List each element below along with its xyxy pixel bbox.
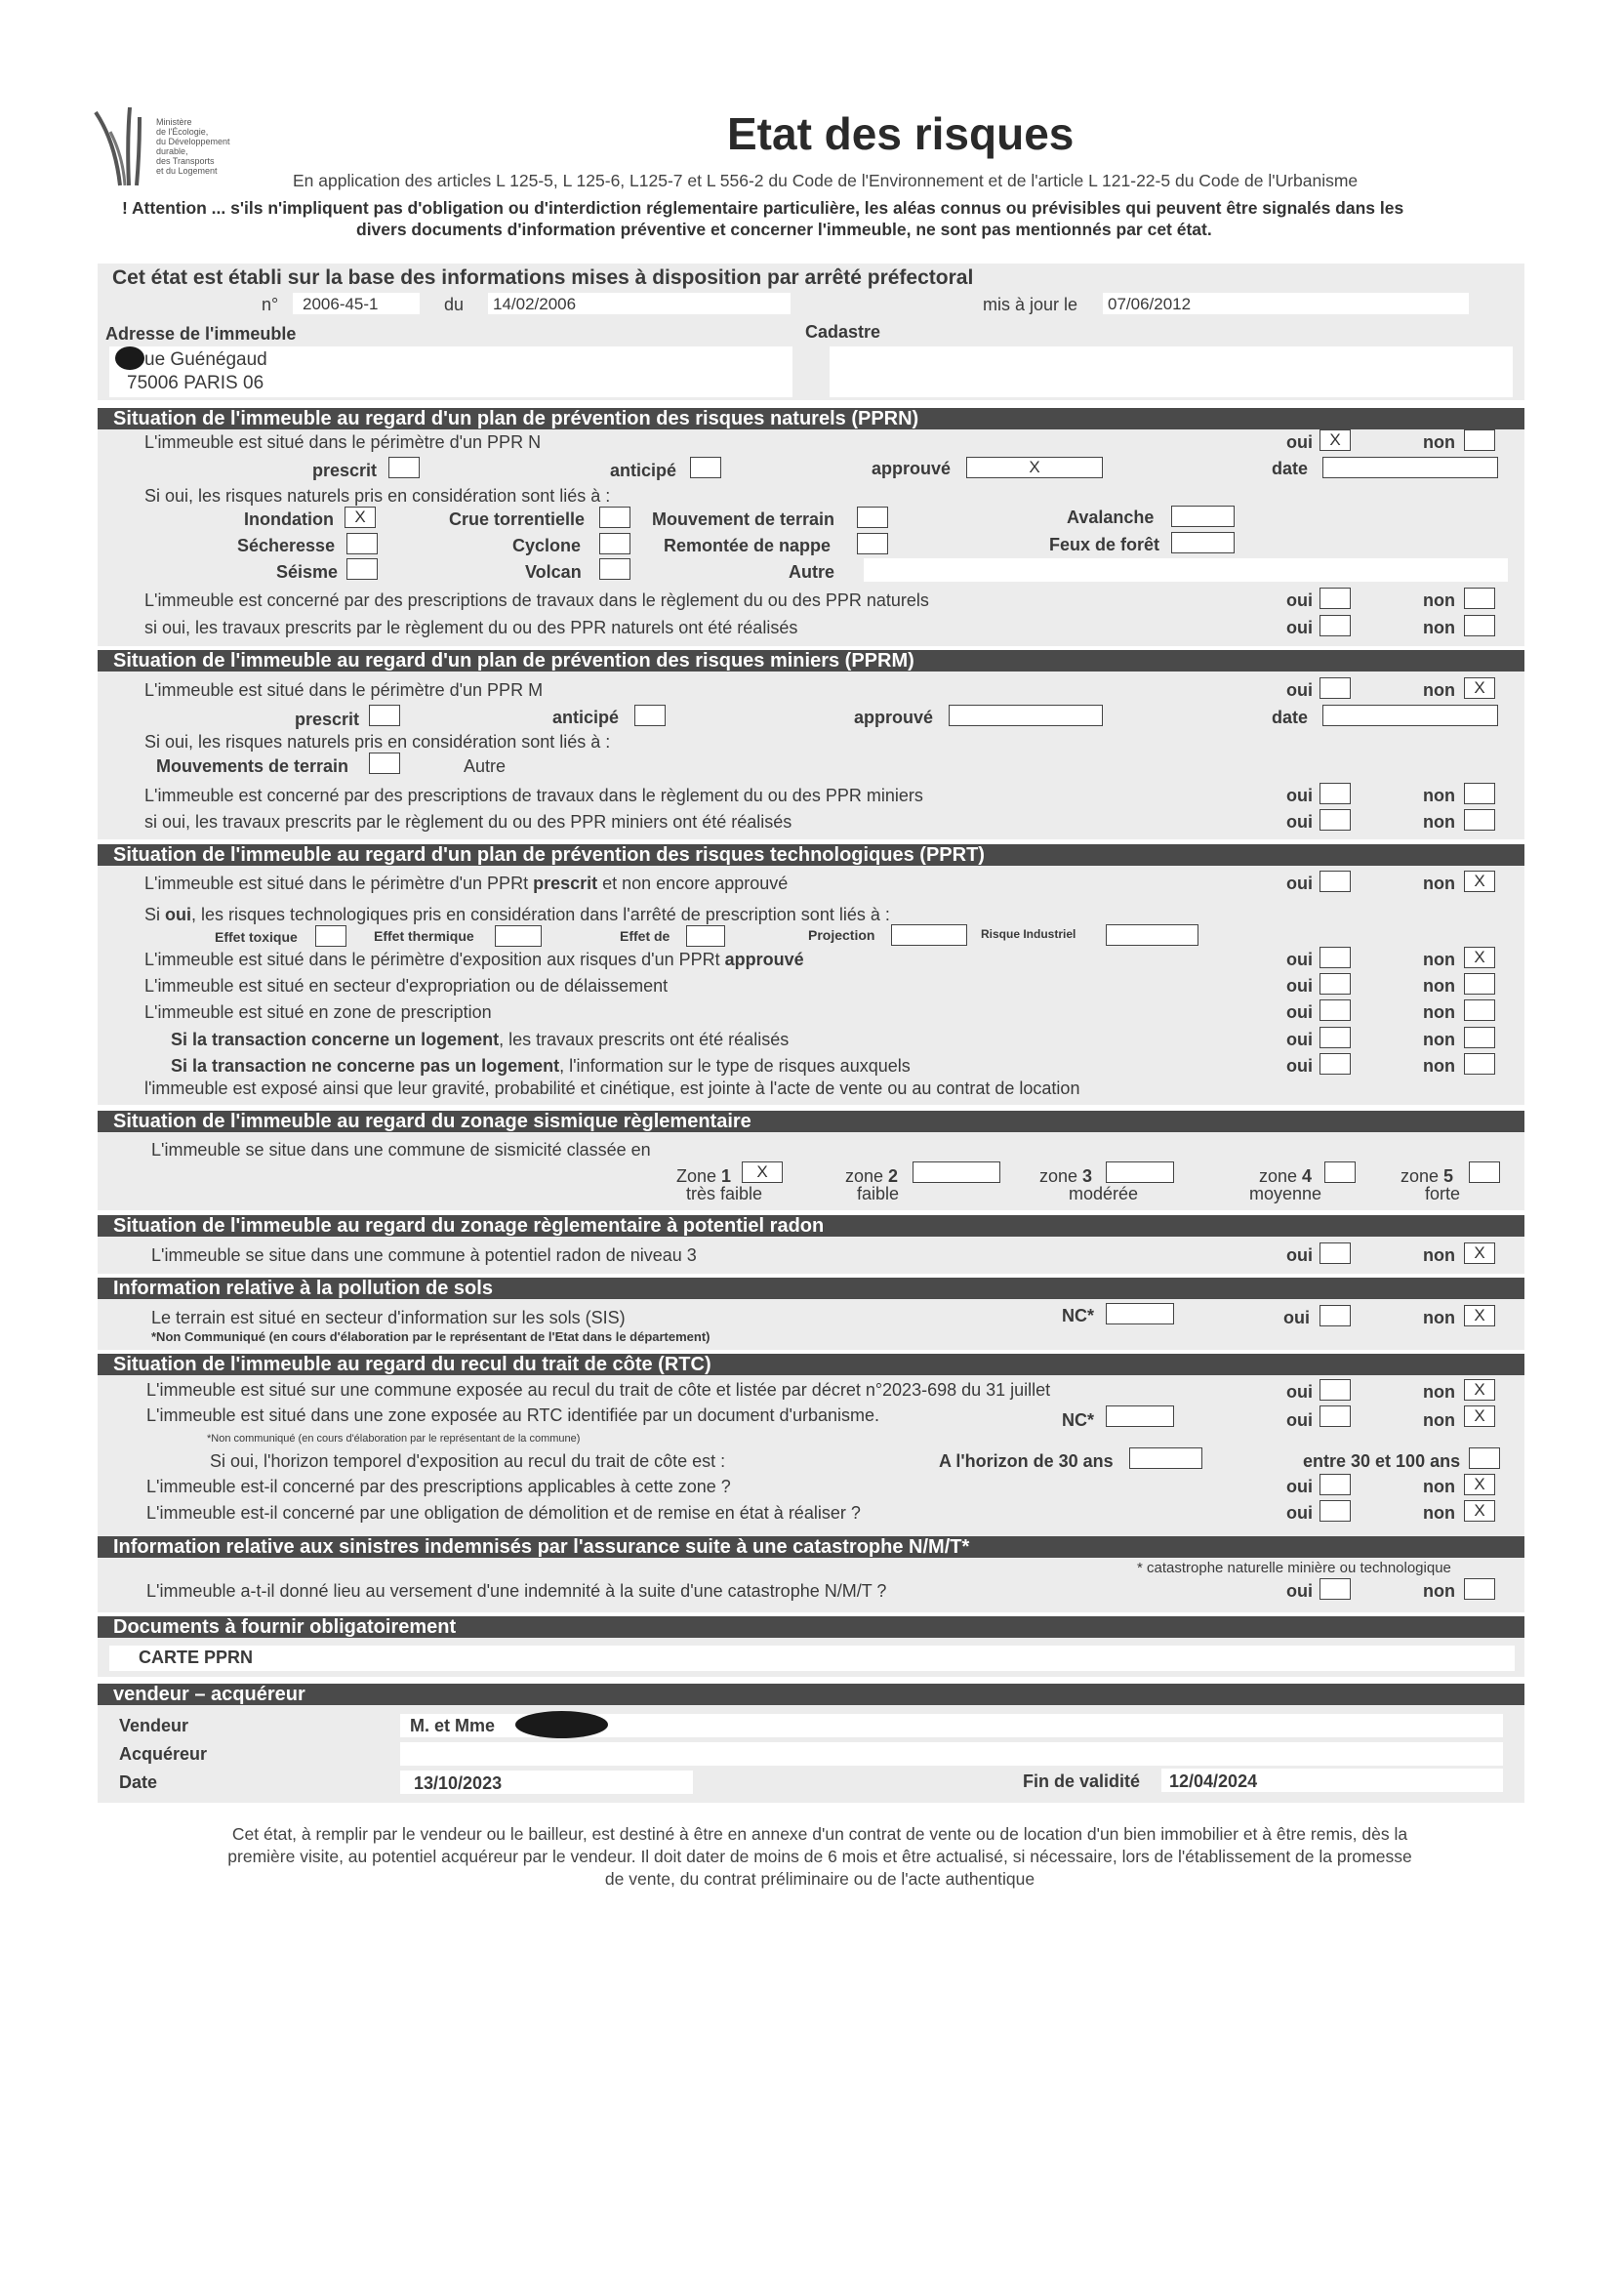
non-label: non (1423, 680, 1455, 700)
sinistres-oui-checkbox[interactable] (1320, 1578, 1351, 1600)
pprm-q2: L'immeuble est concerné par des prescriptions de travaux dans le règlement du ou des PPR miniers (144, 786, 923, 805)
ministry-line: du Développement (156, 137, 230, 146)
ministry-line: Ministère (156, 117, 192, 127)
non-label: non (1423, 874, 1455, 893)
zone-number: 5 (1443, 1166, 1454, 1186)
ministry-line: de l'Écologie, (156, 127, 209, 137)
pprt-q5-non-checkbox[interactable] (1464, 1027, 1495, 1048)
pprt-q1 (144, 874, 788, 894)
zone-number: 3 (1082, 1166, 1093, 1186)
radon-oui-checkbox[interactable] (1320, 1242, 1351, 1264)
ministry-line: et du Logement (156, 166, 218, 176)
vendeur-label: Vendeur (119, 1716, 189, 1735)
rtc-q1-oui-checkbox[interactable] (1320, 1379, 1351, 1401)
oui-label: oui (1286, 950, 1313, 969)
non-label: non (1423, 1002, 1455, 1022)
volcan-label: Volcan (525, 562, 582, 582)
h100-label: entre 30 et 100 ans (1303, 1451, 1461, 1471)
zone-word: zone (1039, 1166, 1083, 1186)
pprn-q3-non-checkbox[interactable] (1464, 615, 1495, 636)
zone-number: 1 (721, 1166, 732, 1186)
industriel-label: Risque Industriel (981, 927, 1076, 941)
pprm-q1-non-checkbox[interactable]: X (1464, 677, 1495, 699)
inondation-checkbox[interactable]: X (345, 507, 376, 528)
sinistres-q: L'immeuble a-t-il donné lieu au versement d'une indemnité à la suite d'une catastrophe N/M/T ? (146, 1581, 887, 1601)
oui-label: oui (1286, 1477, 1313, 1496)
pollution-q: Le terrain est situé en secteur d'information sur les sols (SIS) (151, 1308, 626, 1327)
pprn-q1-non-checkbox[interactable] (1464, 429, 1495, 451)
mouvement-checkbox[interactable] (857, 507, 888, 528)
non-label: non (1423, 1382, 1455, 1402)
pprt-q1-text: L'immeuble est situé dans le périmètre d'un PPRt (144, 874, 534, 893)
pprn-autre-field[interactable] (864, 558, 1508, 582)
date-label: date (1272, 459, 1309, 478)
page-title: Etat des risques (727, 108, 1075, 159)
pprt-intro-text: Si (144, 905, 166, 924)
pprt-q2-text: L'immeuble est situé dans le périmètre d'exposition aux risques d'un PPRt (144, 950, 725, 969)
sismique-q: L'immeuble se situe dans une commune de sismicité classée en (151, 1140, 651, 1160)
remontee-checkbox[interactable] (857, 533, 888, 554)
pprn-risques-intro: Si oui, les risques naturels pris en considération sont liés à : (144, 486, 611, 506)
zone-number: 2 (888, 1166, 899, 1186)
pprt-intro-text: , les risques technologiques pris en considération dans l'arrêté de prescription sont liés à : (191, 905, 890, 924)
oui-label: oui (1286, 1382, 1313, 1402)
zone3-checkbox[interactable] (1106, 1161, 1174, 1183)
subtitle: En application des articles L 125-5, L 125-6, L125-7 et L 556-2 du Code de l'Environnement et de l'article L 121-22-5 du Code de l'Urbanisme (293, 171, 1359, 190)
seisme-label: Séisme (276, 562, 339, 582)
prescrit-label: prescrit (312, 461, 378, 480)
maj-label: mis à jour le (983, 295, 1078, 314)
pprm-mouvements-checkbox[interactable] (369, 753, 400, 774)
pprt-q1-oui-checkbox[interactable] (1320, 871, 1351, 892)
du-field[interactable] (488, 293, 791, 314)
approuve-label: approuvé (872, 459, 952, 478)
rtc-q5-oui-checkbox[interactable] (1320, 1500, 1351, 1522)
remontee-label: Remontée de nappe (664, 536, 832, 555)
pprt-q3-oui-checkbox[interactable] (1320, 973, 1351, 995)
ministry-line: durable, (156, 146, 188, 156)
n-label: n° (262, 295, 279, 314)
pollution-section-title: Information relative à la pollution de sols (98, 1278, 1524, 1299)
pprn-q2: L'immeuble est concerné par des prescriptions de travaux dans le règlement du ou des PPR naturels (144, 590, 929, 610)
pprt-q5-oui-checkbox[interactable] (1320, 1027, 1351, 1048)
pprt-q4-non-checkbox[interactable] (1464, 999, 1495, 1021)
non-label: non (1423, 1581, 1455, 1601)
h30-label: A l'horizon de 30 ans (939, 1451, 1114, 1471)
zone4-checkbox[interactable] (1324, 1161, 1356, 1183)
effet-de-label: Effet de (620, 928, 670, 944)
pprt-q6 (171, 1056, 911, 1077)
non-label: non (1423, 1503, 1455, 1523)
footer-line: Cet état, à remplir par le vendeur ou le bailleur, est destiné à être en annexe d'un contrat de vente ou de location d'un bien immobilier et à être remis, dès la (231, 1824, 1408, 1844)
rtc-nc-checkbox[interactable] (1106, 1405, 1174, 1427)
cyclone-label: Cyclone (512, 536, 582, 555)
footer-note (107, 1823, 1532, 1891)
documents-item: CARTE PPRN (139, 1648, 254, 1667)
crue-checkbox[interactable] (599, 507, 630, 528)
nc-label: NC* (1062, 1306, 1095, 1325)
pprt-q4: L'immeuble est situé en zone de prescription (144, 1002, 492, 1022)
pprt-intro-emph: oui (165, 905, 192, 924)
pprn-approuve-field[interactable]: X (966, 457, 1103, 478)
redaction-mark (515, 1711, 608, 1738)
nc-label: NC* (1062, 1410, 1095, 1430)
adresse-line-1: ue Guénégaud (144, 349, 267, 370)
rtc-q1: L'immeuble est situé sur une commune exposée au recul du trait de côte et listée par décret n°2023-698 du 31 juillet (146, 1380, 1051, 1400)
cyclone-checkbox[interactable] (599, 533, 630, 554)
pprn-q2-non-checkbox[interactable] (1464, 588, 1495, 609)
pprn-q1-oui-checkbox[interactable]: X (1320, 429, 1351, 451)
zone-word: zone (1401, 1166, 1444, 1186)
cadastre-field[interactable] (830, 346, 1513, 397)
pprm-q3: si oui, les travaux prescrits par le règlement du ou des PPR miniers ont été réalisés (144, 812, 792, 832)
rtc-q3: Si oui, l'horizon temporel d'exposition au recul du trait de côte est : (210, 1451, 726, 1471)
anticipe-label: anticipé (610, 461, 677, 480)
oui-label: oui (1286, 1581, 1313, 1601)
attention-line-1: ! Attention ... s'ils n'impliquent pas d'obligation ou d'interdiction réglementaire particulière, les aléas connus ou prévisibles qui peuvent être signalés dans les (122, 198, 1404, 218)
non-label: non (1423, 1308, 1455, 1327)
zone5-checkbox[interactable] (1469, 1161, 1500, 1183)
date-label: date (1272, 708, 1309, 727)
pprt-q3-non-checkbox[interactable] (1464, 973, 1495, 995)
pprn-date-field[interactable] (1322, 457, 1498, 478)
vendeur-value: M. et Mme (410, 1716, 496, 1735)
ministry-logo (86, 102, 154, 190)
adresse-label: Adresse de l'immeuble (105, 324, 297, 344)
maj-field[interactable] (1103, 293, 1469, 314)
radon-non-checkbox[interactable]: X (1464, 1242, 1495, 1264)
cadastre-label: Cadastre (805, 322, 881, 342)
mouvement-label: Mouvement de terrain (652, 509, 835, 529)
pprt-q3: L'immeuble est situé en secteur d'expropriation ou de délaissement (144, 976, 669, 996)
date-value: 13/10/2023 (414, 1773, 503, 1793)
pprm-autre-label: Autre (464, 756, 507, 776)
seisme-checkbox[interactable] (346, 558, 378, 580)
pprm-approuve-field[interactable] (949, 705, 1103, 726)
sinistres-section-title: Information relative aux sinistres indemnisés par l'assurance suite à une catastrophe N/M/T* (98, 1536, 1524, 1558)
pollution-note: *Non Communiqué (en cours d'élaboration par le représentant de l'Etat dans le département) (151, 1329, 710, 1344)
pprm-q2-non-checkbox[interactable] (1464, 783, 1495, 804)
pprt-q2 (144, 950, 804, 970)
industriel-checkbox[interactable] (1106, 924, 1198, 946)
oui-label: oui (1286, 1410, 1313, 1430)
fin-validite-label: Fin de validité (1023, 1771, 1141, 1791)
non-label: non (1423, 950, 1455, 969)
parties-section-title: vendeur – acquéreur (98, 1684, 1524, 1705)
pprm-date-field[interactable] (1322, 705, 1498, 726)
pprm-q2-oui-checkbox[interactable] (1320, 783, 1351, 804)
zone2-checkbox[interactable] (913, 1161, 1000, 1183)
pprt-q4-oui-checkbox[interactable] (1320, 999, 1351, 1021)
zone-number: 4 (1302, 1166, 1313, 1186)
non-label: non (1423, 1245, 1455, 1265)
rtc-section-title: Situation de l'immeuble au regard du recul du trait de côte (RTC) (98, 1354, 1524, 1375)
maj-value: 07/06/2012 (1108, 295, 1192, 313)
pprm-risques-intro: Si oui, les risques naturels pris en considération sont liés à : (144, 732, 611, 752)
pollution-nc-checkbox[interactable] (1106, 1303, 1174, 1324)
mouvements-label: Mouvements de terrain (156, 756, 349, 776)
pprt-q2-oui-checkbox[interactable] (1320, 947, 1351, 968)
footer-line: de vente, du contrat préliminaire ou de l'acte authentique (604, 1869, 1035, 1889)
avalanche-checkbox[interactable] (1171, 506, 1235, 527)
pprt-q1-text: et non encore approuvé (597, 874, 789, 893)
pprt-q5 (171, 1030, 789, 1050)
attention-line-2: divers documents d'information préventive et concerner l'immeuble, ne sont pas mentionnés par cet état. (356, 220, 1212, 239)
pollution-non-checkbox[interactable]: X (1464, 1305, 1495, 1326)
zone-word: zone (1259, 1166, 1303, 1186)
non-label: non (1423, 1030, 1455, 1049)
toxique-checkbox[interactable] (315, 925, 346, 947)
pprm-q1: L'immeuble est situé dans le périmètre d'un PPR M (144, 680, 544, 700)
oui-label: oui (1286, 874, 1313, 893)
pprt-q5-emph: Si la transaction concerne un logement (171, 1030, 500, 1049)
du-label: du (444, 295, 465, 314)
pprt-q2-emph: approuvé (724, 950, 804, 969)
thermique-label: Effet thermique (374, 928, 474, 944)
radon-q: L'immeuble se situe dans une commune à potentiel radon de niveau 3 (151, 1245, 697, 1265)
volcan-checkbox[interactable] (599, 558, 630, 580)
non-label: non (1423, 1056, 1455, 1076)
rtc-q2-oui-checkbox[interactable] (1320, 1405, 1351, 1427)
oui-label: oui (1286, 976, 1313, 996)
anticipe-label: anticipé (552, 708, 620, 727)
pollution-oui-checkbox[interactable] (1320, 1305, 1351, 1326)
acquereur-label: Acquéreur (119, 1744, 208, 1764)
rtc-q4-non-checkbox[interactable]: X (1464, 1474, 1495, 1495)
header-title: Cet état est établi sur la base des informations mises à disposition par arrêté préfectoral (112, 266, 974, 289)
oui-label: oui (1286, 432, 1313, 452)
avalanche-label: Avalanche (1067, 508, 1155, 527)
pprt-q6-emph: Si la transaction ne concerne pas un logement (171, 1056, 560, 1076)
autre-label: Autre (789, 562, 835, 582)
secheresse-label: Sécheresse (237, 536, 336, 555)
feux-label: Feux de forêt (1049, 535, 1160, 554)
crue-label: Crue torrentielle (449, 509, 586, 529)
oui-label: oui (1286, 1002, 1313, 1022)
pprt-q6-text: , l'information sur le type de risques auxquels (559, 1056, 911, 1076)
date-label: Date (119, 1772, 158, 1792)
rtc-note: *Non communiqué (en cours d'élaboration par le représentant de la commune) (207, 1433, 581, 1445)
rtc-q5-non-checkbox[interactable]: X (1464, 1500, 1495, 1522)
sismique-section-title: Situation de l'immeuble au regard du zonage sismique règlementaire (98, 1111, 1524, 1132)
rtc-q1-non-checkbox[interactable]: X (1464, 1379, 1495, 1401)
pprn-anticipe-checkbox[interactable] (690, 457, 721, 478)
ministry-line: des Transports (156, 156, 215, 166)
fin-validite-value: 12/04/2024 (1169, 1771, 1258, 1791)
pprt-q1-non-checkbox[interactable]: X (1464, 871, 1495, 892)
toxique-label: Effet toxique (215, 929, 298, 945)
oui-label: oui (1286, 1056, 1313, 1076)
redaction-mark (115, 346, 144, 370)
thermique-checkbox[interactable] (495, 925, 542, 947)
pprt-q1-emph: prescrit (533, 874, 598, 893)
zone1-checkbox[interactable]: X (742, 1161, 783, 1183)
pprm-prescrit-checkbox[interactable] (369, 705, 400, 726)
zone1-desc: très faible (686, 1184, 763, 1203)
non-label: non (1423, 1477, 1455, 1496)
oui-label: oui (1286, 1030, 1313, 1049)
non-label: non (1423, 976, 1455, 996)
pprn-q3-oui-checkbox[interactable] (1320, 615, 1351, 636)
zone-word: zone (845, 1166, 889, 1186)
pprm-anticipe-checkbox[interactable] (634, 705, 666, 726)
oui-label: oui (1283, 1308, 1310, 1327)
projection-checkbox[interactable] (891, 924, 967, 946)
non-label: non (1423, 618, 1455, 637)
pprt-intro (144, 905, 890, 925)
pprt-q6-non-checkbox[interactable] (1464, 1053, 1495, 1075)
rtc-q4-oui-checkbox[interactable] (1320, 1474, 1351, 1495)
oui-label: oui (1286, 618, 1313, 637)
radon-section-title: Situation de l'immeuble au regard du zonage règlementaire à potentiel radon (98, 1215, 1524, 1237)
pprt-q5-text: , les travaux prescrits ont été réalisés (499, 1030, 790, 1049)
oui-label: oui (1286, 590, 1313, 610)
effet-de-checkbox[interactable] (686, 925, 725, 947)
rtc-q2: L'immeuble est situé dans une zone exposée au RTC identifiée par un document d'urbanisme. (146, 1405, 879, 1425)
pprn-section-title: Situation de l'immeuble au regard d'un plan de prévention des risques naturels (PPRN) (98, 408, 1524, 429)
rtc-q2-non-checkbox[interactable]: X (1464, 1405, 1495, 1427)
zone2-desc: faible (857, 1184, 900, 1203)
non-label: non (1423, 432, 1455, 452)
pprt-q6-continued: l'immeuble est exposé ainsi que leur gravité, probabilité et cinétique, est jointe à l'acte de vente ou au contrat de location (144, 1079, 1080, 1098)
zone-word: Zone (676, 1166, 722, 1186)
zone3-desc: modérée (1069, 1184, 1139, 1203)
approuve-label: approuvé (854, 708, 934, 727)
non-label: non (1423, 786, 1455, 805)
zone5-desc: forte (1425, 1184, 1461, 1203)
pprm-q3-oui-checkbox[interactable] (1320, 809, 1351, 831)
secheresse-checkbox[interactable] (346, 533, 378, 554)
acquereur-field[interactable] (400, 1742, 1503, 1766)
pprm-q3-non-checkbox[interactable] (1464, 809, 1495, 831)
oui-label: oui (1286, 1245, 1313, 1265)
documents-section-title: Documents à fournir obligatoirement (98, 1616, 1524, 1638)
non-label: non (1423, 812, 1455, 832)
pprm-section-title: Situation de l'immeuble au regard d'un plan de prévention des risques miniers (PPRM) (98, 650, 1524, 672)
h100-checkbox[interactable] (1469, 1447, 1500, 1469)
sinistres-non-checkbox[interactable] (1464, 1578, 1495, 1600)
pprn-q1: L'immeuble est situé dans le périmètre d'un PPR N (144, 432, 542, 452)
pprt-q2-non-checkbox[interactable]: X (1464, 947, 1495, 968)
pprn-prescrit-checkbox[interactable] (388, 457, 420, 478)
oui-label: oui (1286, 786, 1313, 805)
h30-checkbox[interactable] (1129, 1447, 1202, 1469)
pprn-q2-oui-checkbox[interactable] (1320, 588, 1351, 609)
projection-label: Projection (808, 927, 875, 943)
du-value: 14/02/2006 (493, 295, 577, 313)
footer-line: première visite, au potentiel acquéreur par le vendeur. Il doit dater de moins de 6 mois et être actualisé, si nécessaire, lors de l'établissement de la promesse (227, 1847, 1412, 1866)
rtc-q4: L'immeuble est-il concerné par des prescriptions applicables à cette zone ? (146, 1477, 731, 1496)
pprn-q3: si oui, les travaux prescrits par le règlement du ou des PPR naturels ont été réalisés (144, 618, 798, 637)
sinistres-note: * catastrophe naturelle minière ou technologique (1137, 1560, 1451, 1576)
inondation-label: Inondation (244, 509, 334, 529)
n-value: 2006-45-1 (303, 295, 379, 313)
n-field[interactable] (293, 293, 420, 314)
non-label: non (1423, 590, 1455, 610)
adresse-line-2: 75006 PARIS 06 (127, 373, 264, 393)
pprm-q1-oui-checkbox[interactable] (1320, 677, 1351, 699)
pprt-section-title: Situation de l'immeuble au regard d'un plan de prévention des risques technologiques (PPRT) (98, 844, 1524, 866)
feux-checkbox[interactable] (1171, 532, 1235, 553)
oui-label: oui (1286, 812, 1313, 832)
pprt-q6-oui-checkbox[interactable] (1320, 1053, 1351, 1075)
oui-label: oui (1286, 1503, 1313, 1523)
rtc-q5: L'immeuble est-il concerné par une obligation de démolition et de remise en état à réaliser ? (146, 1503, 861, 1523)
ministry-name (156, 117, 230, 176)
oui-label: oui (1286, 680, 1313, 700)
prescrit-label: prescrit (295, 710, 360, 729)
non-label: non (1423, 1410, 1455, 1430)
documents-field[interactable] (109, 1646, 1515, 1671)
zone4-desc: moyenne (1249, 1184, 1322, 1203)
